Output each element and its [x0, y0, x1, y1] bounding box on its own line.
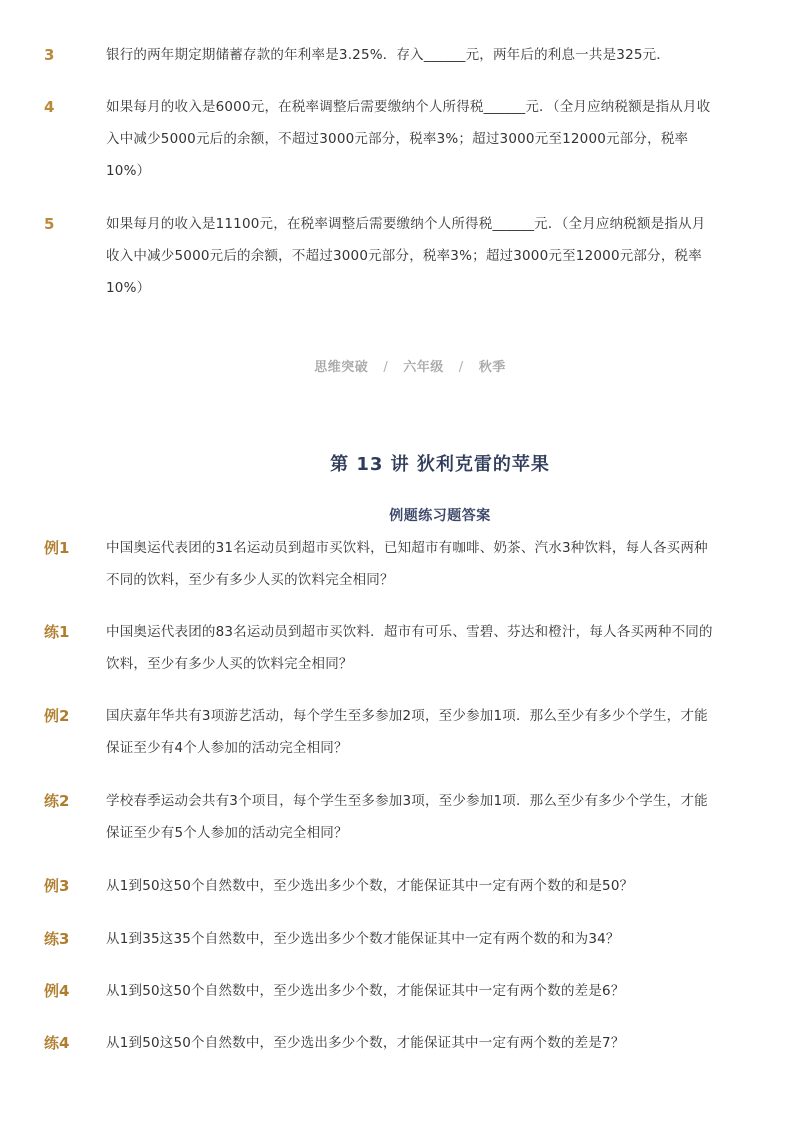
problem-label: 练4 [44, 1034, 70, 1052]
item-number: 3 [44, 46, 55, 64]
section-title: 例题练习题答案 [389, 508, 491, 524]
problem-label: 例4 [44, 982, 70, 1000]
problem-text: 从1到50这50个自然数中，至少选出多少个数，才能保证其中一定有两个数的差是6？ [106, 983, 625, 999]
problem-label: 例2 [44, 707, 70, 725]
problem-label: 练2 [44, 792, 70, 810]
problem-text: 学校春季运动会共有3个项目，每个学生至多参加3项，至少参加1项．那么至少有多少个学生，才能保证至少有5个人参加的活动完全相同？ [106, 793, 708, 841]
item-number: 5 [44, 215, 55, 233]
problem-text: 国庆嘉年华共有3项游艺活动，每个学生至多参加2项，至少参加1项．那么至少有多少个学生，才能保证至少有4个人参加的活动完全相同？ [106, 708, 708, 756]
footer-grade: 六年级 [403, 360, 444, 375]
problem-label: 例1 [44, 539, 70, 557]
item-text: 银行的两年期定期储蓄存款的年利率是3.25%．存入______元，两年后的利息一共是325元． [106, 47, 671, 63]
item-text: 如果每月的收入是11100元，在税率调整后需要缴纳个人所得税______元．（全月应纳税额是指从月收入中减少5000元后的余额，不超过3000元部分，税率3%；超过3000元至12000元部分，税率10%） [106, 216, 706, 296]
footer-series: 思维突破 [314, 360, 369, 375]
footer-separator: / [383, 360, 389, 375]
lecture-title: 第 13 讲 狄利克雷的苹果 [330, 454, 550, 475]
item-number: 4 [44, 98, 55, 116]
problem-text: 中国奥运代表团的83名运动员到超市买饮料．超市有可乐、雪碧、芬达和橙汁，每人各买两种不同的饮料，至少有多少人买的饮料完全相同？ [106, 624, 713, 672]
problem-text: 从1到50这50个自然数中，至少选出多少个数，才能保证其中一定有两个数的差是7？ [106, 1035, 625, 1051]
problem-label: 例3 [44, 877, 70, 895]
footer-separator: / [458, 360, 464, 375]
problem-text: 从1到35这35个自然数中，至少选出多少个数才能保证其中一定有两个数的和为34？ [106, 931, 620, 947]
problem-text: 中国奥运代表团的31名运动员到超市买饮料，已知超市有咖啡、奶茶、汽水3种饮料，每人各买两种不同的饮料，至少有多少人买的饮料完全相同？ [106, 540, 708, 588]
footer-season: 秋季 [478, 360, 506, 375]
problem-text: 从1到50这50个自然数中，至少选出多少个数，才能保证其中一定有两个数的和是50？ [106, 878, 634, 894]
page-footer [0, 356, 800, 375]
item-text: 如果每月的收入是6000元，在税率调整后需要缴纳个人所得税______元．（全月应纳税额是指从月收入中减少5000元后的余额，不超过3000元部分，税率3%；超过3000元至12000元部分，税率10%） [106, 99, 711, 179]
problem-label: 练3 [44, 930, 70, 948]
problem-label: 练1 [44, 623, 70, 641]
